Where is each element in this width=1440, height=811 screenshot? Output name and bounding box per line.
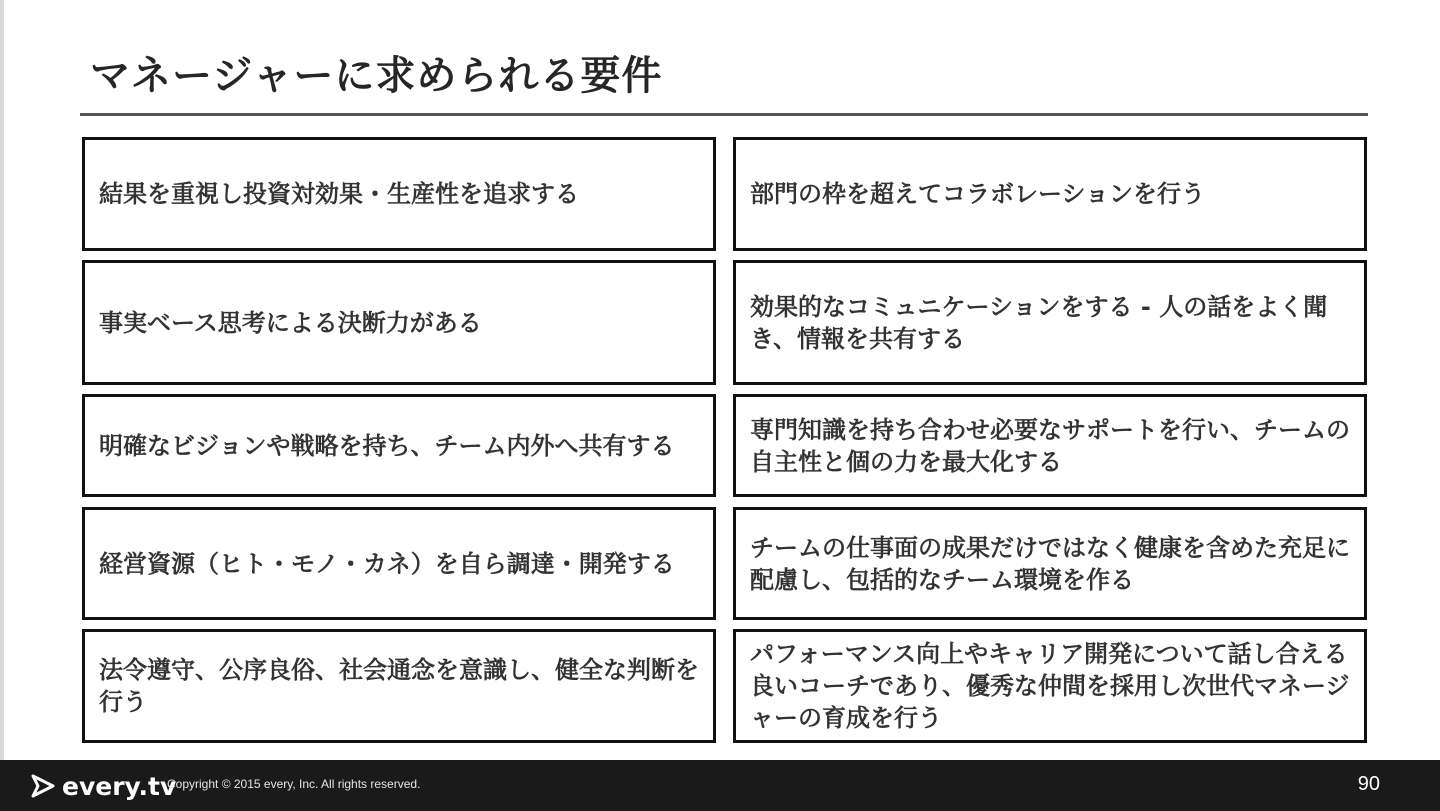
requirement-text: チームの仕事面の成果だけではなく健康を含めた充足に配慮し、包括的なチーム環境を作る [750, 533, 1350, 594]
title-divider [80, 113, 1368, 116]
copyright-text: Copyright © 2015 every, Inc. All rights reserved. [167, 777, 421, 791]
requirement-text: 事実ベース思考による決断力がある [99, 308, 482, 337]
slide-footer [0, 760, 1440, 811]
requirement-text: 専門知識を持ち合わせ必要なサポートを行い、チームの自主性と個の力を最大化する [750, 415, 1350, 476]
requirement-box-left-4 [82, 507, 716, 620]
requirement-text: 経営資源（ヒト・モノ・カネ）を自ら調達・開発する [99, 549, 675, 578]
requirement-text: 部門の枠を超えてコラボレーションを行う [750, 180, 1206, 208]
requirement-box-left-5 [82, 629, 716, 743]
logo-text: every.tv [62, 771, 177, 801]
requirement-box-right-3 [733, 394, 1367, 497]
requirement-box-right-4 [733, 507, 1367, 620]
requirement-box-right-5 [733, 629, 1367, 743]
requirement-text: 結果を重視し投資対効果・生産性を追求する [99, 180, 579, 208]
company-logo [30, 768, 176, 804]
page-number: 90 [1357, 773, 1380, 795]
requirement-text: 法令遵守、公序良俗、社会通念を意識し、健全な判断を行う [99, 656, 699, 716]
requirement-text: 効果的なコミュニケーションをする - 人の話をよく聞き、情報を共有する [750, 292, 1328, 353]
requirement-text: パフォーマンス向上やキャリア開発について話し合える良いコーチであり、優秀な仲間を採用し次世代マネージャーの育成を行う [750, 640, 1350, 732]
requirement-box-right-2 [733, 260, 1367, 385]
left-edge-strip [0, 0, 4, 760]
requirement-text: 明確なビジョンや戦略を持ち、チーム内外へ共有する [99, 431, 675, 460]
requirement-box-left-2 [82, 260, 716, 385]
play-arrow-icon [30, 773, 56, 799]
requirement-box-left-3 [82, 394, 716, 497]
requirement-box-left-1 [82, 137, 716, 251]
requirement-box-right-1 [733, 137, 1367, 251]
slide-title: マネージャーに求められる要件 [90, 53, 663, 99]
